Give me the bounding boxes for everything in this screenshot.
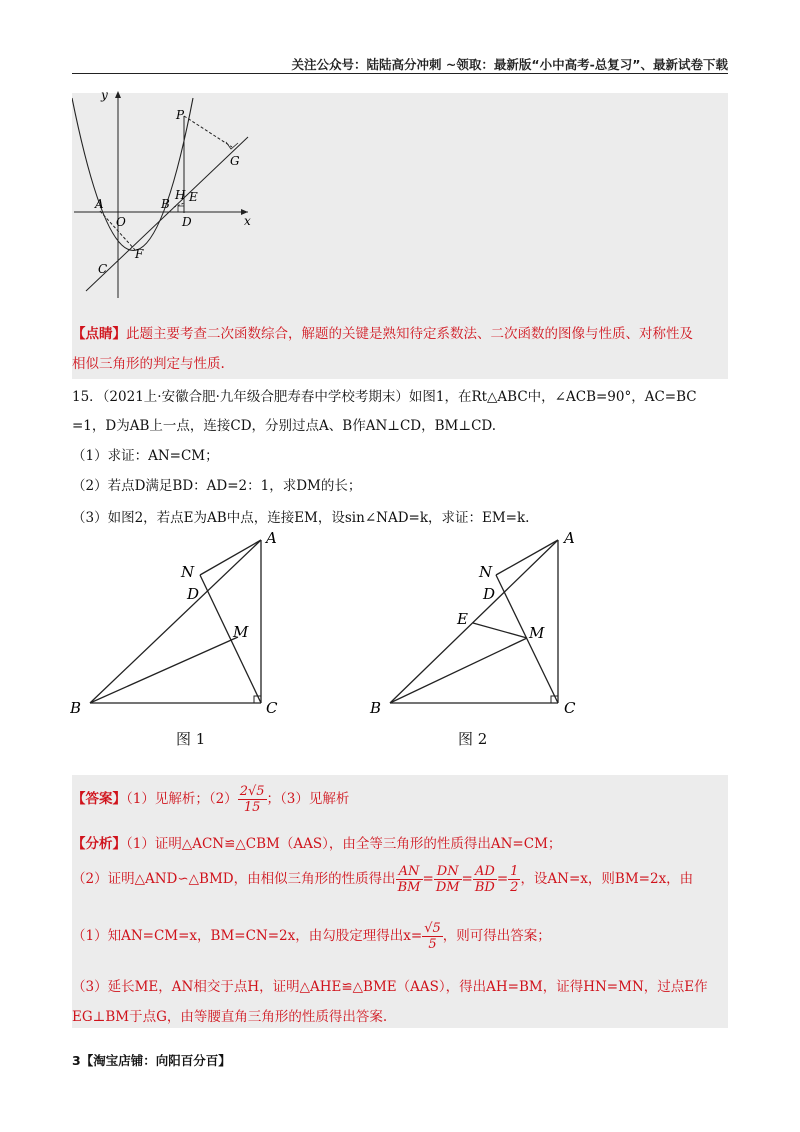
fig1-label-n: N <box>181 563 195 581</box>
fraction-ad-bd: $\frac{AD}{BD}$ <box>474 864 495 895</box>
fig2-label-d: D <box>483 585 496 603</box>
fig1-bm <box>90 637 238 703</box>
label-f: F <box>135 247 144 261</box>
dianjing-tag: 【点睛】 <box>72 326 126 342</box>
answer-tag: 【答案】 <box>72 791 126 807</box>
fig2-ab <box>390 540 558 703</box>
analysis-text2a: （2）证明△AND∽△BMD，由相似三角形的性质得出 <box>72 871 396 887</box>
fig1-caption: 图 1 <box>176 730 206 748</box>
answer-part3: ；（3）见解析 <box>266 791 350 807</box>
label-o: O <box>116 215 126 229</box>
analysis-text3a: （1）知AN=CM=x，BM=CN=2x，由勾股定理得出x= <box>72 928 423 944</box>
fraction-1-2: $\frac{1}{2}$ <box>510 864 519 895</box>
figure-1 <box>70 530 295 720</box>
analysis-text2b: ，设AN=x，则BM=2x，由 <box>520 871 694 887</box>
analysis-text1: （1）证明△ACN≌△CBM（AAS），由全等三角形的性质得出AN=CM； <box>126 836 562 852</box>
label-g: G <box>230 154 240 168</box>
fig2-em <box>473 623 527 638</box>
label-d: D <box>182 215 192 229</box>
label-b: B <box>161 197 170 211</box>
dianjing-line2: 相似三角形的判定与性质. <box>72 356 225 372</box>
problem-q3: （3）如图2，若点E为AB中点，连接EM，设sin∠NAD=k，求证：EM=k. <box>72 510 530 526</box>
eq-sign-1: = <box>422 871 434 887</box>
analysis-line5: EG⊥BM于点G，由等腰直角三角形的性质得出答案. <box>72 1009 388 1025</box>
analysis-line3 <box>72 918 728 954</box>
fig2-label-c: C <box>564 699 576 717</box>
figure-2 <box>365 530 590 720</box>
right-angle-d <box>178 206 184 212</box>
problem-line1: 15．（2021上·安徽合肥·九年级合肥寿春中学校考期末）如图1，在Rt△ABC中，∠ACB=90°，AC=BC <box>72 389 697 405</box>
fig1-label-m: M <box>233 623 249 641</box>
label-c: C <box>98 262 108 276</box>
parabola-graph <box>72 83 272 303</box>
problem-q1: （1）求证：AN=CM； <box>72 448 219 464</box>
eq-sign-3: = <box>496 871 509 887</box>
analysis-line4: （3）延长ME，AN相交于点H，证明△AHE≌△BME（AAS），得出AH=BM，证得HN=MN，过点E作 <box>72 979 708 995</box>
fig1-label-c: C <box>266 699 278 717</box>
analysis-text3b: ，则可得出答案； <box>442 928 551 944</box>
label-p: P <box>176 108 185 122</box>
fig1-label-a: A <box>266 530 277 547</box>
fig2-label-m: M <box>529 624 545 642</box>
header-rule <box>72 73 728 74</box>
fraction-an-bm: $\frac{AN}{BM}$ <box>397 864 421 895</box>
dianjing-text: 此题主要考查二次函数综合，解题的关键是熟知待定系数法、二次函数的图像与性质、对称性及 <box>126 326 693 342</box>
answer-part1: （1）见解析；（2） <box>126 791 238 807</box>
fig2-label-b: B <box>370 699 382 717</box>
problem-line2: =1，D为AB上一点，连接CD，分别过点A、B作AN⊥CD，BM⊥CD. <box>72 418 497 434</box>
answer-line <box>72 782 728 816</box>
line-bc <box>86 137 248 291</box>
analysis-line1 <box>72 832 728 852</box>
label-x: x <box>244 214 251 228</box>
fraction-sqrt5-5: $\frac{√5}{5}$ <box>424 921 441 952</box>
analysis-tag: 【分析】 <box>72 836 126 852</box>
label-y: y <box>101 88 108 102</box>
answer-fraction: $\frac{2√5}{15}$ <box>239 784 265 815</box>
y-axis-arrow <box>115 91 121 98</box>
eq-sign-2: = <box>461 871 473 887</box>
fig1-ab <box>90 540 261 703</box>
fraction-dn-dm: $\frac{DN}{DM}$ <box>435 864 460 895</box>
fig2-bm <box>390 638 527 703</box>
fig2-nc <box>496 575 558 703</box>
fig2-caption: 图 2 <box>458 730 488 748</box>
line-pg <box>184 116 232 147</box>
fig1-label-b: B <box>70 699 82 717</box>
parabola-curve <box>72 98 193 251</box>
fig2-label-e: E <box>457 610 468 628</box>
dianjing-line1 <box>72 322 728 342</box>
label-h: H <box>175 188 186 202</box>
problem-q2: （2）若点D满足BD：AD=2：1，求DM的长； <box>72 478 362 494</box>
fig1-nc <box>200 575 261 703</box>
page-footer: 3【淘宝店铺：向阳百分百】 <box>72 1053 231 1068</box>
fig2-label-n: N <box>479 563 493 581</box>
label-a: A <box>95 197 104 211</box>
fig2-label-a: A <box>564 530 575 547</box>
analysis-line2 <box>72 861 728 897</box>
page-header: 关注公众号：陆陆高分冲刺 ~领取：最新版“小中高考-总复习”、最新试卷下载 <box>291 57 728 72</box>
label-e: E <box>189 190 198 204</box>
fig1-label-d: D <box>187 585 200 603</box>
